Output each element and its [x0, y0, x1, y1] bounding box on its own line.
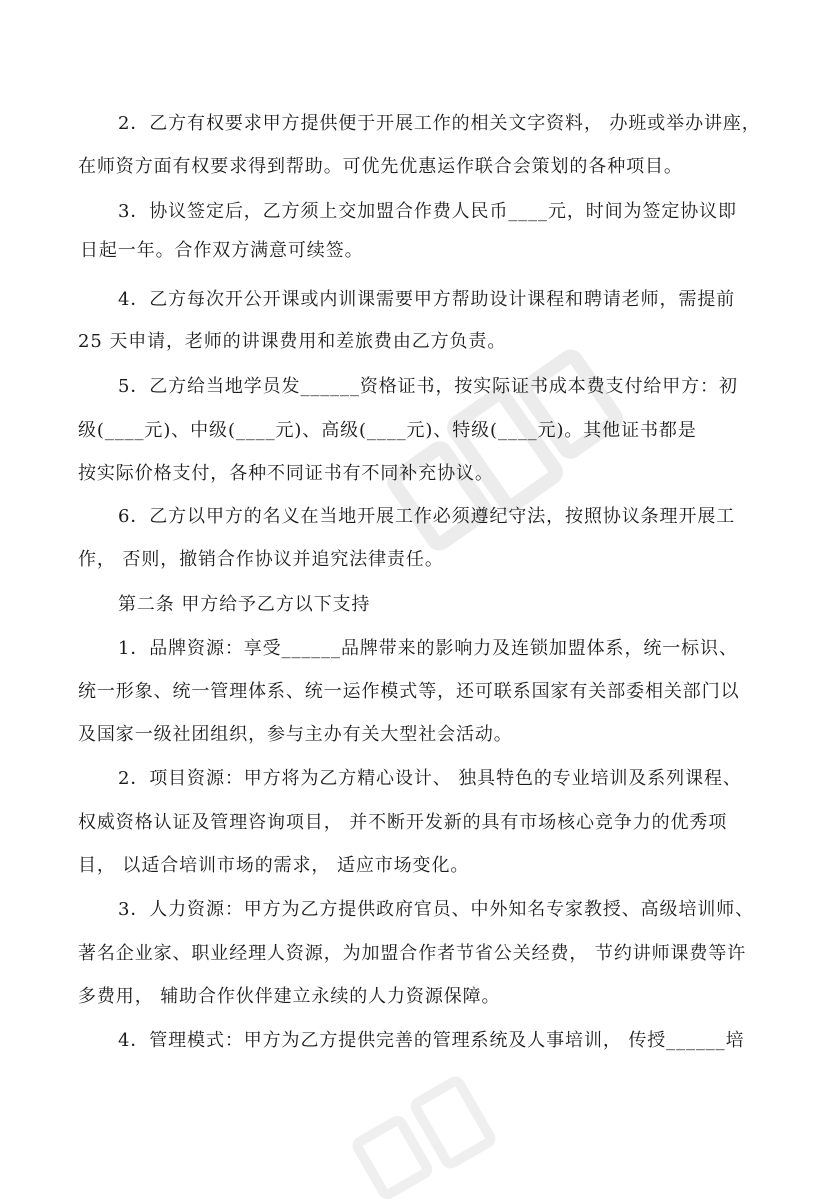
paragraph-6-line-2: 作， 否则，撤销合作协议并追究法律责任。: [78, 549, 444, 570]
paragraph-3-line-1: 3．协议签定后，乙方须上交加盟合作费人民币____元，时间为签定协议即: [118, 201, 737, 222]
support-3-line-3: 多费用， 辅助合作伙伴建立永续的人力资源保障。: [78, 986, 501, 1007]
support-2-line-1: 2．项目资源：甲方将为乙方精心设计、 独具特色的专业培训及系列课程、: [118, 768, 742, 789]
paragraph-5-line-3: 按实际价格支付，各种不同证书有不同补充协议。: [78, 463, 494, 484]
paragraph-2-line-2: 在师资方面有权要求得到帮助。可优先优惠运作联合会策划的各种项目。: [78, 156, 683, 177]
watermark-bottom-icon: [330, 1060, 550, 1200]
paragraph-4-line-2: 25 天申请，老师的讲课费用和差旅费由乙方负责。: [78, 331, 507, 352]
support-1-line-3: 及国家一级社团组织，参与主办有关大型社会活动。: [78, 724, 513, 745]
section-heading: 第二条 甲方给予乙方以下支持: [118, 594, 371, 615]
support-1-line-2: 统一形象、统一管理体系、统一运作模式等，还可联系国家有关部委相关部门以: [78, 681, 740, 702]
paragraph-5-line-1: 5．乙方给当地学员发______资格证书，按实际证书成本费支付给甲方：初: [118, 376, 738, 397]
paragraph-3-line-2: 日起一年。合作双方满意可续签。: [80, 240, 364, 261]
support-3-line-2: 著名企业家、职业经理人资源，为加盟合作者节省公关经费， 节约讲师课费等许: [78, 943, 747, 964]
support-2-line-2: 权威资格认证及管理咨询项目， 并不断开发新的具有市场核心竞争力的优秀项: [78, 812, 728, 833]
paragraph-2-line-1: 2．乙方有权要求甲方提供便于开展工作的相关文字资料， 办班或举办讲座，: [118, 113, 761, 134]
paragraph-6-line-1: 6．乙方以甲方的名义在当地开展工作必须遵纪守法，按照协议条理开展工: [118, 506, 736, 527]
support-1-line-1: 1．品牌资源：享受______品牌带来的影响力及连锁加盟体系，统一标识、: [118, 638, 738, 659]
paragraph-4-line-1: 4．乙方每次开公开课或内训课需要甲方帮助设计课程和聘请老师，需提前: [118, 289, 736, 310]
support-4-line-1: 4．管理模式：甲方为乙方提供完善的管理系统及人事培训， 传授______培: [118, 1030, 745, 1051]
paragraph-5-line-2: 级(____元)、中级(____元)、高级(____元)、特级(____元)。其他证书都是: [78, 420, 697, 441]
support-3-line-1: 3．人力资源：甲方为乙方提供政府官员、中外知名专家教授、高级培训师、: [118, 899, 755, 920]
support-2-line-3: 目， 以适合培训市场的需求， 适应市场变化。: [78, 855, 470, 876]
